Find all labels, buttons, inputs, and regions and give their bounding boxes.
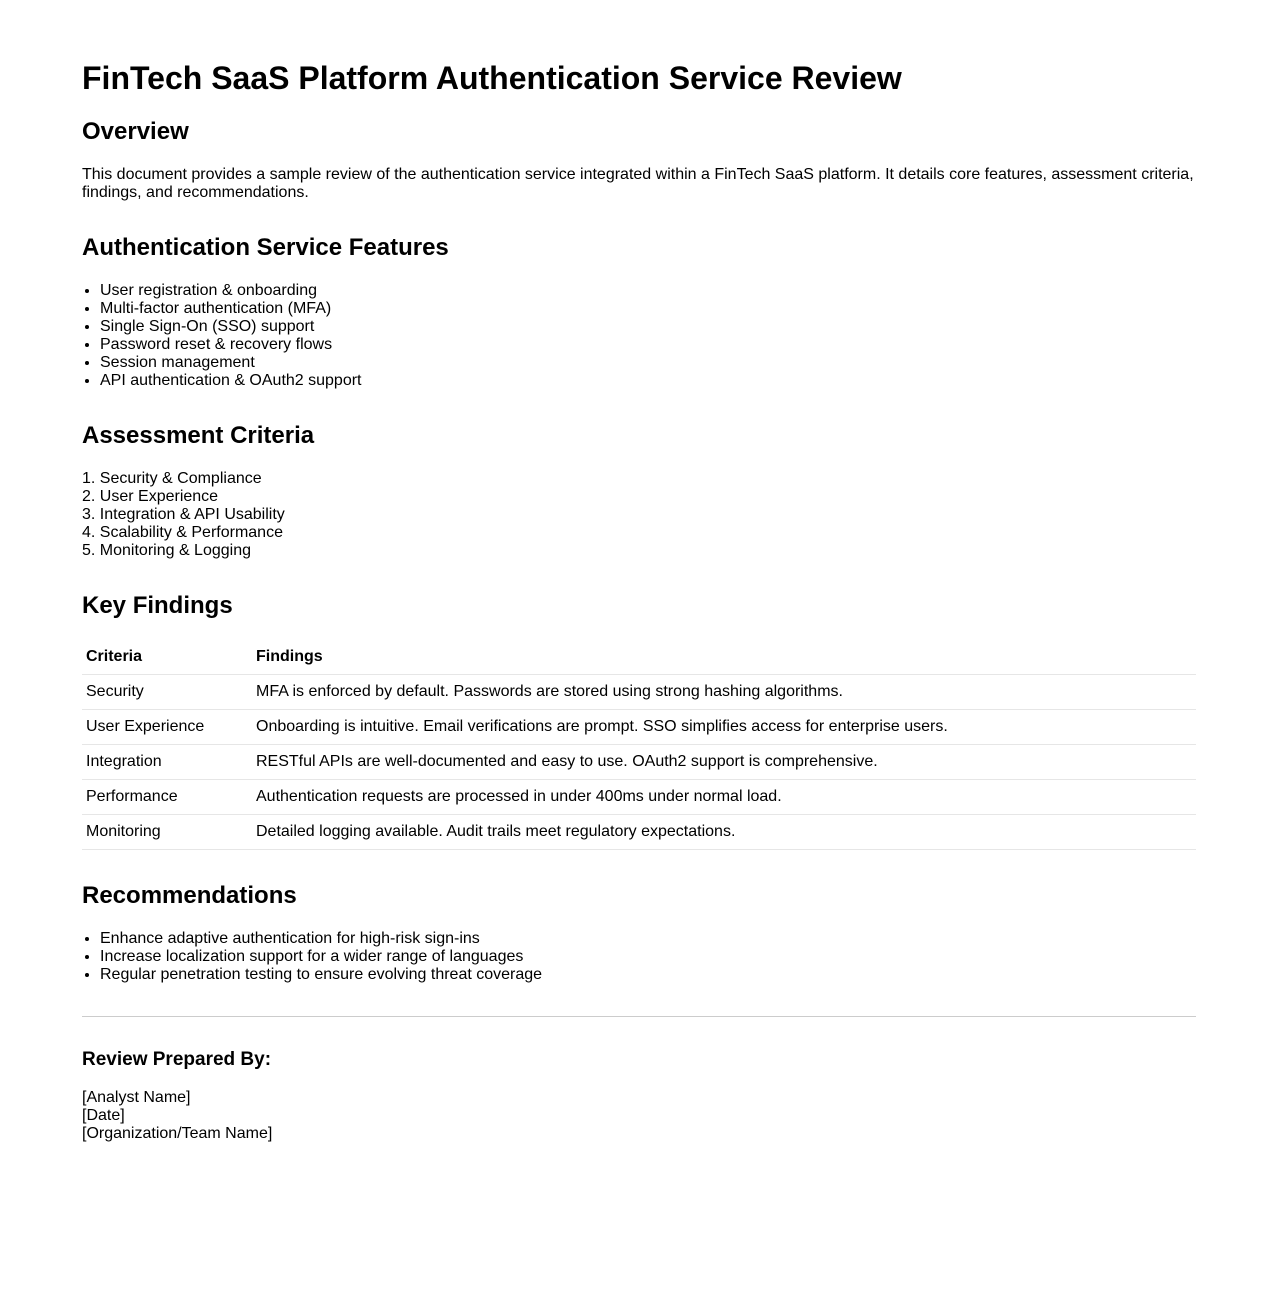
findings-cell: MFA is enforced by default. Passwords are stored using strong hashing algorithms.	[252, 675, 1196, 710]
criteria-cell: Performance	[82, 780, 252, 815]
table-header-row	[82, 640, 1196, 675]
overview-heading: Overview	[82, 118, 189, 145]
table-row	[82, 675, 1196, 710]
features-heading: Authentication Service Features	[82, 234, 449, 261]
table-row	[82, 745, 1196, 780]
recommendations-heading: Recommendations	[82, 882, 297, 909]
criteria-list	[82, 470, 1196, 560]
findings-cell: Authentication requests are processed in under 400ms under normal load.	[252, 780, 1196, 815]
criteria-item: 5. Monitoring & Logging	[82, 542, 251, 559]
document-title: FinTech SaaS Platform Authentication Service Review	[82, 60, 902, 96]
table-row	[82, 815, 1196, 850]
overview-section	[82, 118, 1196, 202]
findings-cell: Detailed logging available. Audit trails meet regulatory expectations.	[252, 815, 1196, 850]
recommendations-list	[82, 930, 1196, 984]
findings-section	[82, 592, 1196, 850]
recommendation-item: • Regular penetration testing to ensure evolving threat coverage	[100, 966, 1196, 984]
criteria-item: 1. Security & Compliance	[82, 470, 262, 487]
features-list	[82, 282, 1196, 390]
review-date: [Date]	[82, 1107, 125, 1124]
recommendation-item: • Increase localization support for a wider range of languages	[100, 948, 1196, 966]
feature-item: • API authentication & OAuth2 support	[100, 372, 1196, 390]
column-header-criteria: Criteria	[82, 640, 252, 675]
column-header-findings: Findings	[252, 640, 1196, 675]
criteria-item: 4. Scalability & Performance	[82, 524, 283, 541]
signoff-heading: Review Prepared By:	[82, 1049, 272, 1070]
features-section	[82, 234, 1196, 390]
feature-item: • Multi-factor authentication (MFA)	[100, 300, 1196, 318]
findings-heading: Key Findings	[82, 592, 233, 619]
criteria-cell: User Experience	[82, 710, 252, 745]
criteria-item: 3. Integration & API Usability	[82, 506, 285, 523]
findings-cell: RESTful APIs are well-documented and easy to use. OAuth2 support is comprehensive.	[252, 745, 1196, 780]
feature-item: • Single Sign-On (SSO) support	[100, 318, 1196, 336]
table-row	[82, 710, 1196, 745]
feature-item: • Session management	[100, 354, 1196, 372]
feature-item: • User registration & onboarding	[100, 282, 1196, 300]
overview-text: This document provides a sample review of the authentication service integrated within a FinTech SaaS platform. It details core features, assessment criteria, findings, and recommendations.	[82, 166, 1194, 201]
table-row	[82, 780, 1196, 815]
feature-item: • Password reset & recovery flows	[100, 336, 1196, 354]
criteria-heading: Assessment Criteria	[82, 422, 315, 449]
criteria-cell: Monitoring	[82, 815, 252, 850]
recommendations-section	[82, 882, 1196, 984]
findings-table	[82, 640, 1196, 850]
recommendation-item: • Enhance adaptive authentication for high-risk sign-ins	[100, 930, 1196, 948]
analyst-name: [Analyst Name]	[82, 1089, 191, 1106]
criteria-section	[82, 422, 1196, 560]
criteria-item: 2. User Experience	[82, 488, 219, 505]
findings-cell: Onboarding is intuitive. Email verifications are prompt. SSO simplifies access for enterprise users.	[252, 710, 1196, 745]
criteria-cell: Integration	[82, 745, 252, 780]
section-divider	[82, 1016, 1196, 1017]
signoff-section	[82, 1049, 1196, 1143]
document-page	[82, 0, 1196, 1143]
criteria-cell: Security	[82, 675, 252, 710]
organization-name: [Organization/Team Name]	[82, 1125, 273, 1142]
